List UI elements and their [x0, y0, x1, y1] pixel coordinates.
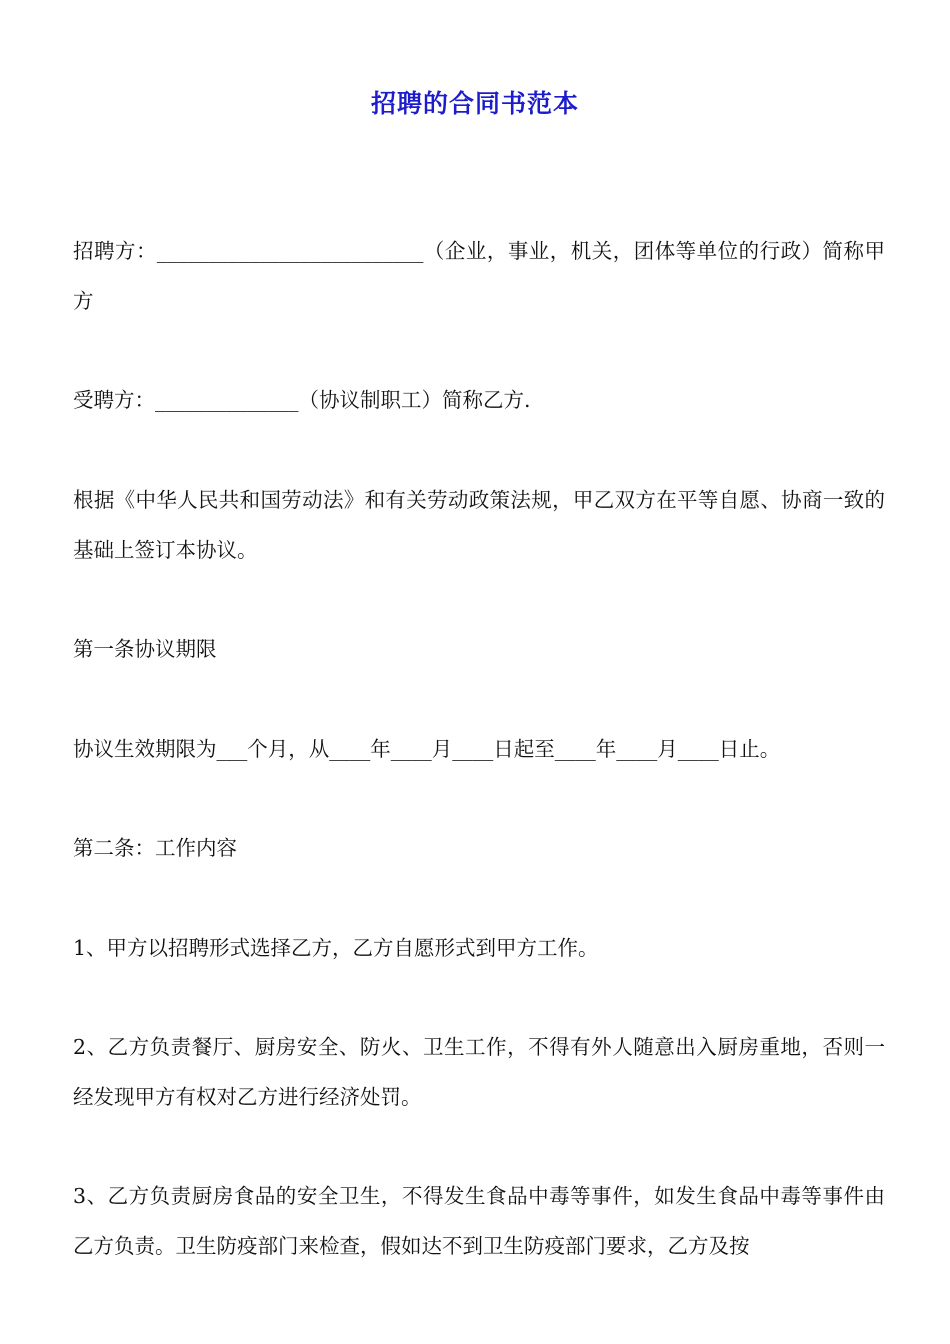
document-title: 招聘的合同书范本 — [370, 89, 579, 118]
employee-line: 受聘方：______________（协议制职工）简称乙方. — [73, 388, 531, 412]
item-1: 1、甲方以招聘形式选择乙方，乙方自愿形式到甲方工作。 — [73, 936, 599, 960]
article2-heading: 第二条：工作内容 — [73, 836, 237, 860]
employer-line: 招聘方：__________________________（企业，事业，机关，团体等单位的行政）简称甲方 — [73, 239, 885, 313]
preamble-paragraph: 根据《中华人民共和国劳动法》和有关劳动政策法规，甲乙双方在平等自愿、协商一致的基础上签订本协议。 — [73, 488, 885, 562]
item-3: 3、乙方负责厨房食品的安全卫生，不得发生食品中毒等事件，如发生食品中毒等事件由乙方负责。卫生防疫部门来检查，假如达不到卫生防疫部门要求，乙方及按 — [73, 1184, 885, 1258]
article1-text: 协议生效期限为___个月，从____年____月____日起至____年____月____日止。 — [73, 737, 781, 761]
article1-heading: 第一条协议期限 — [73, 637, 217, 661]
item-2: 2、乙方负责餐厅、厨房安全、防火、卫生工作，不得有外人随意出入厨房重地，否则一经发现甲方有权对乙方进行经济处罚。 — [73, 1035, 885, 1109]
